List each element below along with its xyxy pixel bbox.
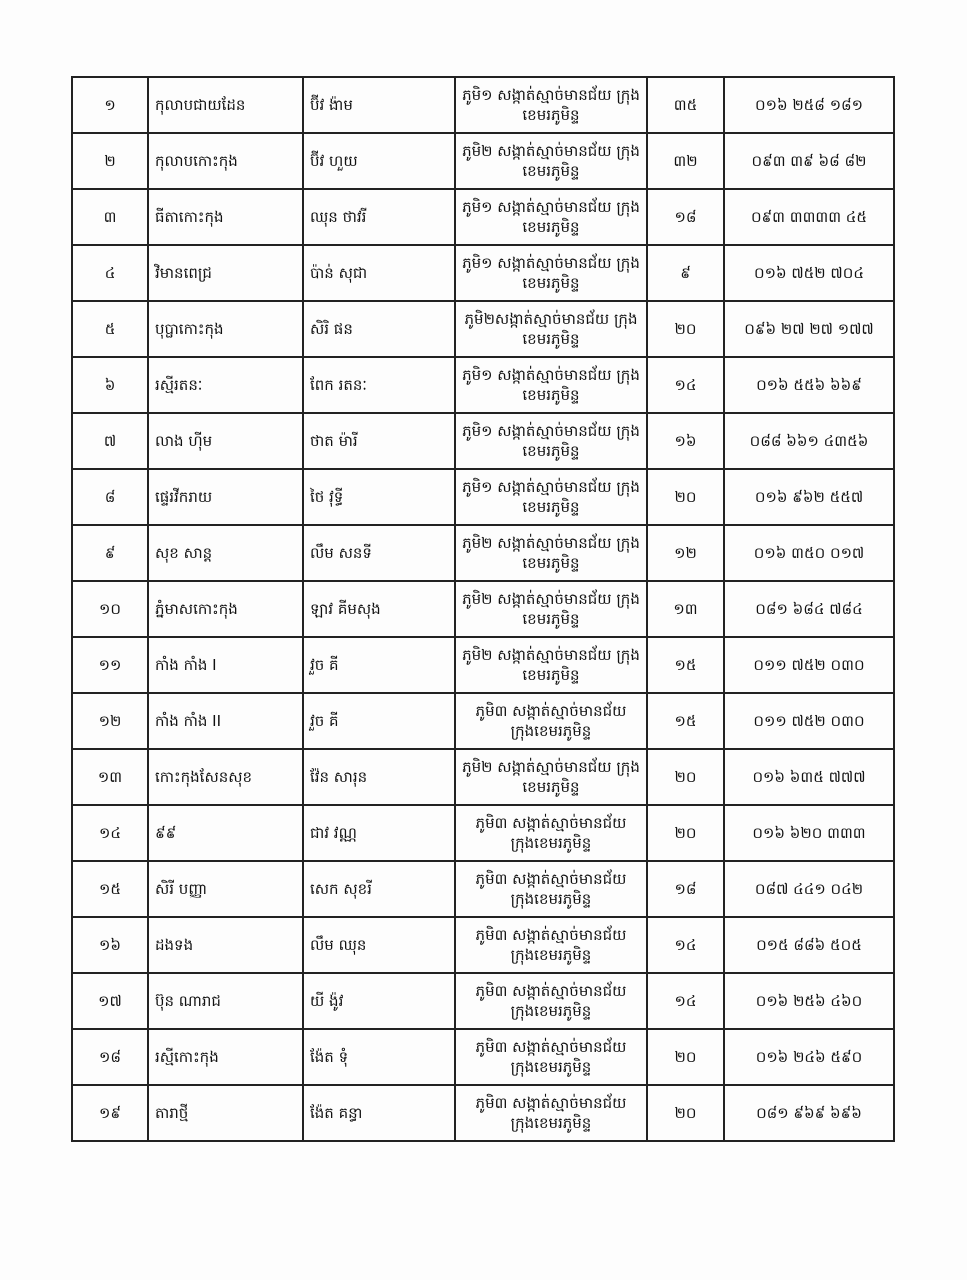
address-cell: ភូមិ២ សង្កាត់ស្មាច់មានជ័យ ក្រុងខេមរភូមិន្ទ [455,637,647,693]
business-name-cell: បុប្ផាកោះកុង [148,301,303,357]
business-name-cell: ដងទង [148,917,303,973]
owner-name-cell: ថាត ម៉ារី [303,413,455,469]
row-number-cell: ១០ [72,581,148,637]
owner-name-cell: ប៊ីវ ង៉ាម [303,77,455,133]
phone-number-cell: ០១១ ៧៥២ ០៣០ [724,637,894,693]
owner-name-cell: ថៃ វុទ្ធី [303,469,455,525]
row-number-cell: ៩ [72,525,148,581]
row-number-cell: ១១ [72,637,148,693]
row-number-cell: ១៧ [72,973,148,1029]
phone-number-cell: ០១៦ ៧៥២ ៧០៤ [724,245,894,301]
phone-number-cell: ០១៦ ២៤៦ ៥៩០ [724,1029,894,1085]
owner-name-cell: យី ង៉ូវ [303,973,455,1029]
table-row [72,805,894,861]
address-cell: ភូមិ៣ សង្កាត់ស្មាច់មានជ័យ ក្រុងខេមរភូមិន្ទ [455,805,647,861]
owner-name-cell: លឹម ឈុន [303,917,455,973]
table-row [72,189,894,245]
business-name-cell: វិមានពេជ្រ [148,245,303,301]
row-number-cell: ៥ [72,301,148,357]
table-row [72,1029,894,1085]
phone-number-cell: ០៩៣ ៣៣៣៣ ៤៥ [724,189,894,245]
address-cell: ភូមិ២ សង្កាត់ស្មាច់មានជ័យ ក្រុងខេមរភូមិន្ទ [455,749,647,805]
room-count-cell: ៩ [647,245,724,301]
row-number-cell: ២ [72,133,148,189]
phone-number-cell: ០៩៣ ៣៩ ៦៨ ៨២ [724,133,894,189]
business-name-cell: ប៊ុន ណារាជ [148,973,303,1029]
owner-name-cell: ជាវ វណ្ណ [303,805,455,861]
business-name-cell: រស្មីកោះកុង [148,1029,303,1085]
phone-number-cell: ០១៦ ២៥៦ ៤៦០ [724,973,894,1029]
room-count-cell: ១៥ [647,693,724,749]
row-number-cell: ៨ [72,469,148,525]
phone-number-cell: ០៨១ ៦៨៤ ៧៨៤ [724,581,894,637]
table-row [72,917,894,973]
row-number-cell: ៦ [72,357,148,413]
table-row [72,77,894,133]
room-count-cell: ១៦ [647,413,724,469]
address-cell: ភូមិ១ សង្កាត់ស្មាច់មានជ័យ ក្រុងខេមរភូមិន្ទ [455,357,647,413]
business-name-cell: សុខ សាន្ត [148,525,303,581]
room-count-cell: ១២ [647,525,724,581]
owner-name-cell: ប៉ាន់ សុជា [303,245,455,301]
table-row [72,637,894,693]
room-count-cell: ១៨ [647,861,724,917]
phone-number-cell: ០១៦ ៥៥៦ ៦៦៩ [724,357,894,413]
table-row [72,581,894,637]
owner-name-cell: វួច គី [303,637,455,693]
table-row [72,469,894,525]
room-count-cell: ២០ [647,805,724,861]
table-row [72,413,894,469]
table-row [72,245,894,301]
table-row [72,693,894,749]
address-cell: ភូមិ១ សង្កាត់ស្មាច់មានជ័យ ក្រុងខេមរភូមិន្ទ [455,189,647,245]
table-row [72,861,894,917]
owner-name-cell: ឈុន ថាវរី [303,189,455,245]
owner-name-cell: សិរិ ផន [303,301,455,357]
row-number-cell: ១២ [72,693,148,749]
phone-number-cell: ០១៦ ៦៣៥ ៧៧៧ [724,749,894,805]
table-row [72,749,894,805]
owner-name-cell: ឡាវ គីមសុង [303,581,455,637]
owner-name-cell: វួច គី [303,693,455,749]
phone-number-cell: ០១៦ ៦២០ ៣៣៣ [724,805,894,861]
address-cell: ភូមិ៣ សង្កាត់ស្មាច់មានជ័យ ក្រុងខេមរភូមិន្ទ [455,1029,647,1085]
address-cell: ភូមិ២ សង្កាត់ស្មាច់មានជ័យ ក្រុងខេមរភូមិន្ទ [455,525,647,581]
owner-name-cell: ពែក រតនៈ [303,357,455,413]
address-cell: ភូមិ២ សង្កាត់ស្មាច់មានជ័យ ក្រុងខេមរភូមិន្ទ [455,133,647,189]
business-name-cell: តារាថ្មី [148,1085,303,1141]
room-count-cell: ១៤ [647,973,724,1029]
address-cell: ភូមិ៣ សង្កាត់ស្មាច់មានជ័យ ក្រុងខេមរភូមិន្ទ [455,861,647,917]
phone-number-cell: ០១៦ ៩៦២ ៥៥៧ [724,469,894,525]
row-number-cell: ១៣ [72,749,148,805]
table-row [72,1085,894,1141]
room-count-cell: ២០ [647,301,724,357]
room-count-cell: ៣៥ [647,77,724,133]
business-name-cell: ធីតាកោះកុង [148,189,303,245]
owner-name-cell: ប៊ីវ ហួយ [303,133,455,189]
address-cell: ភូមិ៣ សង្កាត់ស្មាច់មានជ័យ ក្រុងខេមរភូមិន្ទ [455,693,647,749]
business-name-cell: រស្មីរតនៈ [148,357,303,413]
owner-name-cell: ង៉ែត គន្ធា [303,1085,455,1141]
phone-number-cell: ០៨៨ ៦៦១ ៤៣៥៦ [724,413,894,469]
table-row [72,973,894,1029]
phone-number-cell: ០៩៦ ២៧ ២៧ ១៧៧ [724,301,894,357]
row-number-cell: ១៦ [72,917,148,973]
address-cell: ភូមិ៣ សង្កាត់ស្មាច់មានជ័យ ក្រុងខេមរភូមិន្ទ [455,973,647,1029]
business-name-cell: សិរី បញ្ញា [148,861,303,917]
table-row [72,525,894,581]
row-number-cell: ១៥ [72,861,148,917]
guesthouse-table [71,76,895,1142]
row-number-cell: ៤ [72,245,148,301]
room-count-cell: ៣២ [647,133,724,189]
business-name-cell: ៩៩ [148,805,303,861]
owner-name-cell: សេក សុខរី [303,861,455,917]
phone-number-cell: ០៨៧ ៤៤១ ០៤២ [724,861,894,917]
phone-number-cell: ០១៦ ២៥៨ ១៨១ [724,77,894,133]
row-number-cell: ៧ [72,413,148,469]
room-count-cell: ២០ [647,1085,724,1141]
phone-number-cell: ០៨១ ៩៦៩ ៦៩៦ [724,1085,894,1141]
phone-number-cell: ០១៥ ៨៨៦ ៥០៥ [724,917,894,973]
row-number-cell: ៣ [72,189,148,245]
business-name-cell: ភ្នំមាសកោះកុង [148,581,303,637]
address-cell: ភូមិ១ សង្កាត់ស្មាច់មានជ័យ ក្រុងខេមរភូមិន្ទ [455,245,647,301]
address-cell: ភូមិ៣ សង្កាត់ស្មាច់មានជ័យ ក្រុងខេមរភូមិន្ទ [455,1085,647,1141]
address-cell: ភូមិ២ សង្កាត់ស្មាច់មានជ័យ ក្រុងខេមរភូមិន្ទ [455,581,647,637]
address-cell: ភូមិ២សង្កាត់ស្មាច់មានជ័យ ក្រុងខេមរភូមិន្ទ [455,301,647,357]
business-name-cell: កុលាបជាយដែន [148,77,303,133]
table-row [72,301,894,357]
room-count-cell: ២០ [647,1029,724,1085]
row-number-cell: ១៩ [72,1085,148,1141]
phone-number-cell: ០១៦ ៣៥០ ០១៧ [724,525,894,581]
table-row [72,133,894,189]
address-cell: ភូមិ១ សង្កាត់ស្មាច់មានជ័យ ក្រុងខេមរភូមិន្ទ [455,413,647,469]
row-number-cell: ១ [72,77,148,133]
room-count-cell: ១៤ [647,357,724,413]
table-row [72,357,894,413]
address-cell: ភូមិ១ សង្កាត់ស្មាច់មានជ័យ ក្រុងខេមរភូមិន្ទ [455,77,647,133]
owner-name-cell: វ៉ែន សារុន [303,749,455,805]
room-count-cell: ១៤ [647,917,724,973]
table-body [72,77,894,1141]
business-name-cell: ផ្ទេរវីករាយ [148,469,303,525]
business-name-cell: កុលាបកោះកុង [148,133,303,189]
row-number-cell: ១៨ [72,1029,148,1085]
business-name-cell: កាំង កាំង II [148,693,303,749]
room-count-cell: ១៨ [647,189,724,245]
room-count-cell: ២០ [647,469,724,525]
address-cell: ភូមិ១ សង្កាត់ស្មាច់មានជ័យ ក្រុងខេមរភូមិន្ទ [455,469,647,525]
room-count-cell: ១៣ [647,581,724,637]
phone-number-cell: ០១១ ៧៥២ ០៣០ [724,693,894,749]
owner-name-cell: ង៉ែត ទុំ [303,1029,455,1085]
owner-name-cell: លឹម សនទី [303,525,455,581]
business-name-cell: កាំង កាំង I [148,637,303,693]
row-number-cell: ១៤ [72,805,148,861]
room-count-cell: ១៥ [647,637,724,693]
business-name-cell: លាង ហ៊ីម [148,413,303,469]
room-count-cell: ២០ [647,749,724,805]
business-name-cell: កោះកុងសែនសុខ [148,749,303,805]
address-cell: ភូមិ៣ សង្កាត់ស្មាច់មានជ័យ ក្រុងខេមរភូមិន្ទ [455,917,647,973]
